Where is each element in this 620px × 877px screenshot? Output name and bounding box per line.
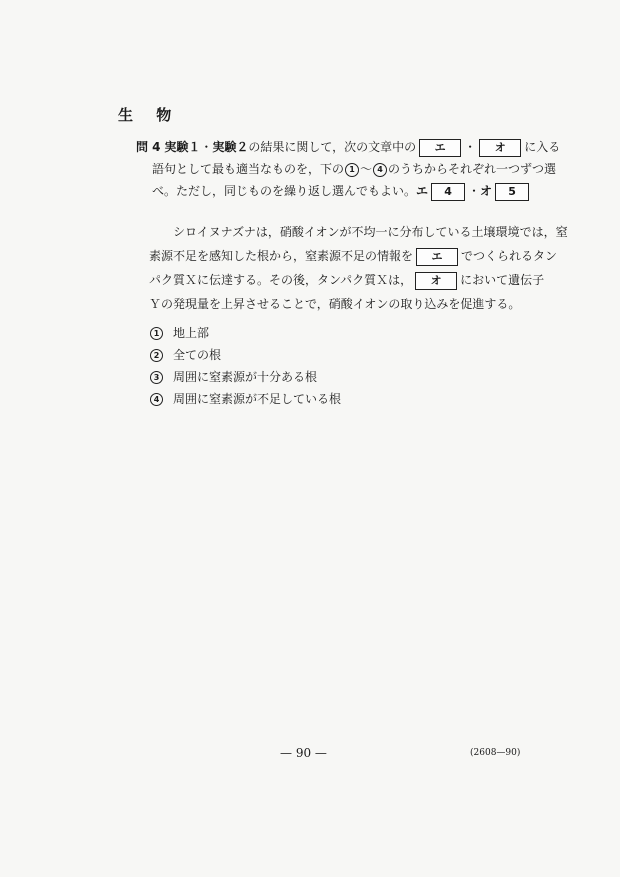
question-text-2b: のうちからそれぞれ一つずつ選 bbox=[388, 162, 557, 176]
page-code: (2608—90) bbox=[470, 748, 521, 758]
circled-number-end: 4 bbox=[373, 163, 387, 177]
question-text-1-end: に入る bbox=[524, 140, 561, 154]
answer-box-o: 5 bbox=[495, 183, 529, 201]
answer-box-e: 4 bbox=[431, 183, 465, 201]
question-text-2a: 語句として最も適当なものを，下の bbox=[152, 162, 345, 176]
blank-box-o: オ bbox=[479, 139, 521, 157]
range-tilde: ～ bbox=[360, 162, 373, 176]
answer-o-label: オ bbox=[480, 184, 493, 198]
choice-number-4: 4 bbox=[150, 393, 163, 406]
question-line-2 bbox=[136, 158, 557, 180]
choice-text-2: 全ての根 bbox=[173, 348, 222, 362]
blank-box-e: エ bbox=[419, 139, 461, 157]
choice-item-3 bbox=[149, 366, 341, 388]
passage-text-2b: でつくられるタン bbox=[461, 249, 558, 263]
choice-text-3: 周囲に窒素源が十分ある根 bbox=[173, 370, 318, 384]
passage-text-3a: パク質Ｘに伝達する。その後，タンパク質Ｘは， bbox=[149, 273, 413, 287]
answer-e-label: エ bbox=[416, 184, 429, 198]
circled-number-start: 1 bbox=[345, 163, 359, 177]
passage-text-2a: 素源不足を感知した根から，窒素源不足の情報を bbox=[149, 249, 414, 263]
passage bbox=[149, 220, 568, 316]
choice-item-1 bbox=[149, 322, 341, 344]
answer-separator: ・ bbox=[468, 184, 481, 198]
question-block bbox=[136, 136, 561, 202]
question-number: 問 4 bbox=[136, 140, 161, 154]
question-line-3 bbox=[136, 180, 536, 202]
subject-heading: 生 物 bbox=[118, 106, 181, 124]
question-text-3: べ。ただし，同じものを繰り返し選んでもよい。 bbox=[152, 184, 417, 198]
choice-item-2 bbox=[149, 344, 341, 366]
page-number: — 90 — bbox=[280, 746, 327, 760]
choice-text-1: 地上部 bbox=[173, 326, 210, 340]
passage-blank-e: エ bbox=[416, 248, 458, 266]
choice-list bbox=[149, 322, 341, 410]
passage-line-3 bbox=[149, 268, 545, 292]
choice-item-4 bbox=[149, 388, 341, 410]
passage-line-2 bbox=[149, 244, 558, 268]
question-text-1: の結果に関して，次の文章中の bbox=[248, 140, 417, 154]
passage-text-3b: において遺伝子 bbox=[460, 273, 545, 287]
experiment-2-ref: 実験２ bbox=[212, 140, 249, 154]
experiment-1-ref: 実験１ bbox=[164, 140, 201, 154]
choice-number-2: 2 bbox=[150, 349, 163, 362]
passage-line-1: シロイヌナズナは，硝酸イオンが不均一に分布している土壌環境では，窒 bbox=[173, 225, 568, 239]
passage-blank-o: オ bbox=[415, 272, 457, 290]
passage-line-4: Ｙの発現量を上昇させることで，硝酸イオンの取り込みを促進する。 bbox=[149, 297, 521, 311]
blank-separator: ・ bbox=[464, 140, 477, 154]
choice-text-4: 周囲に窒素源が不足している根 bbox=[173, 392, 342, 406]
choice-number-3: 3 bbox=[150, 371, 163, 384]
experiment-separator: ・ bbox=[200, 140, 213, 154]
question-line-1 bbox=[136, 136, 561, 158]
choice-number-1: 1 bbox=[150, 327, 163, 340]
